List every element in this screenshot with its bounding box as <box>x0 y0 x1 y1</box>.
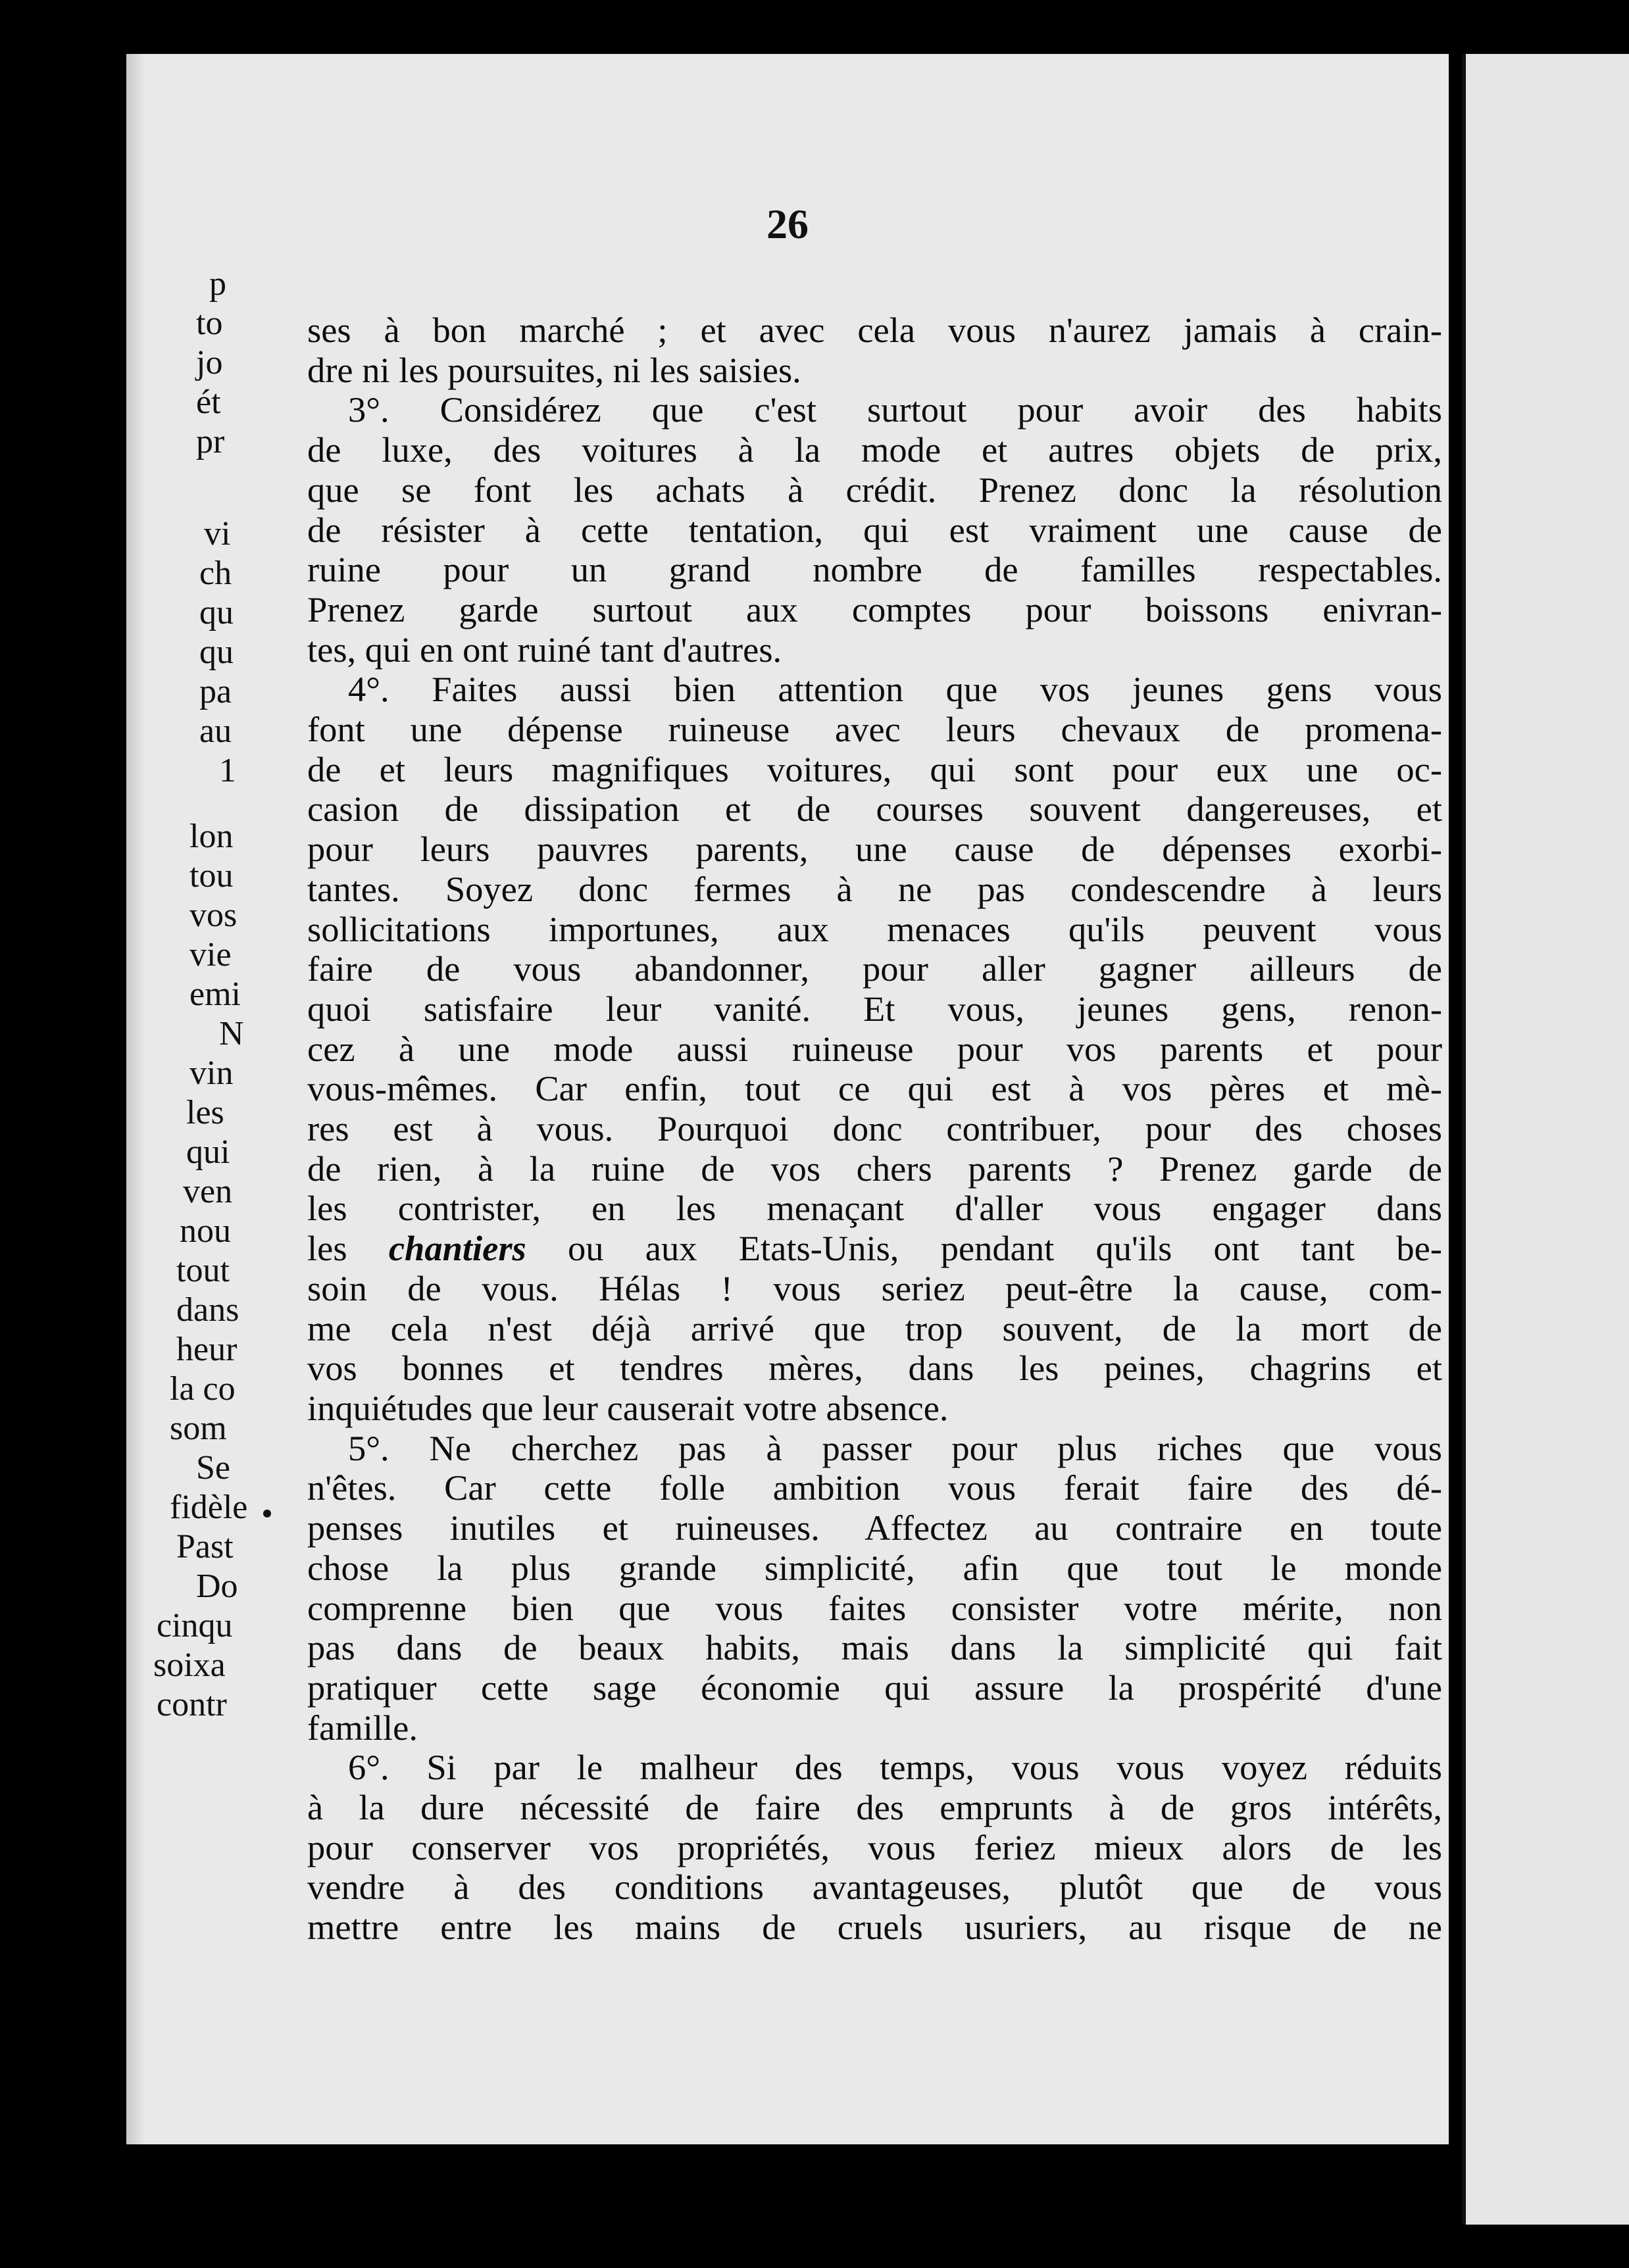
facing-page-fragment: emi <box>189 975 241 1013</box>
text-line: de luxe, des voitures à la mode et autres objets de prix, <box>307 430 1442 470</box>
text-line: tes, qui en ont ruiné tant d'autres. <box>307 629 782 670</box>
text-line: quoi satisfaire leur vanité. Et vous, jeunes gens, renon- <box>307 988 1442 1029</box>
text-line: pour leurs pauvres parents, une cause de dépenses exorbi- <box>307 829 1442 870</box>
facing-page-fragment: heur <box>176 1331 238 1368</box>
text-line: sollicitations importunes, aux menaces qu'ils peuvent vous <box>307 908 1442 949</box>
text-line: famille. <box>307 1707 418 1748</box>
text-line: vendre à des conditions avantageuses, plutôt que de vous <box>307 1867 1442 1908</box>
book-page <box>126 54 1449 2144</box>
facing-page-fragment: cinqu <box>157 1607 233 1644</box>
text-line: n'êtes. Car cette folle ambition vous ferait faire des dé- <box>307 1467 1442 1508</box>
facing-page-fragment: jo <box>196 344 223 382</box>
body-text <box>307 310 1442 1948</box>
text-line: pour conserver vos propriétés, vous feriez mieux alors de les <box>307 1827 1442 1867</box>
facing-page-fragment: Past <box>176 1528 234 1565</box>
text-line: de résister à cette tentation, qui est vraiment une cause de <box>307 509 1442 550</box>
facing-page-fragment: qu <box>199 633 234 671</box>
text-line: vos bonnes et tendres mères, dans les peines, chagrins et <box>307 1348 1442 1389</box>
facing-page-fragment: pr <box>196 423 225 460</box>
text-line: tantes. Soyez donc fermes à ne pas condescendre à leurs <box>307 868 1442 909</box>
facing-page-fragment: p <box>209 265 226 303</box>
text-line: 4°. Faites aussi bien attention que vos jeunes gens vous <box>348 669 1442 710</box>
text-line: de rien, à la ruine de vos chers parents ? Prenez garde de <box>307 1148 1442 1189</box>
facing-page-fragment: dans <box>176 1291 239 1329</box>
facing-page-fragment: au <box>199 712 232 750</box>
facing-page-fragment: pa <box>199 673 232 710</box>
page-number: 26 <box>766 201 809 247</box>
text-line: faire de vous abandonner, pour aller gagner ailleurs de <box>307 949 1442 989</box>
facing-page-fragment: to <box>196 305 223 342</box>
facing-page-fragment: fidèle <box>170 1489 248 1526</box>
text-line: Prenez garde surtout aux comptes pour boissons enivran- <box>307 589 1442 629</box>
text-line: ruine pour un grand nombre de familles respectables. <box>307 549 1442 590</box>
text-line: à la dure nécessité de faire des emprunts à de gros intérêts, <box>307 1787 1442 1828</box>
facing-page-fragment: tout <box>176 1252 230 1289</box>
facing-page-fragment: 1 <box>219 752 236 789</box>
facing-page-fragment: les <box>186 1094 224 1131</box>
facing-page-fragment: la co <box>170 1370 236 1408</box>
text-line: comprenne bien que vous faites consister votre mérite, non <box>307 1587 1442 1628</box>
facing-page-fragment: ven <box>183 1173 233 1210</box>
facing-page-fragment: ch <box>199 555 232 592</box>
text-line: pas dans de beaux habits, mais dans la simplicité qui fait <box>307 1627 1442 1668</box>
facing-page-fragment: lon <box>189 818 234 855</box>
text-line: 6°. Si par le malheur des temps, vous vous voyez réduits <box>348 1747 1442 1788</box>
facing-page-fragment: vos <box>189 897 238 934</box>
text-line: vous-mêmes. Car enfin, tout ce qui est à vos pères et mè- <box>307 1068 1442 1109</box>
text-line: que se font les achats à crédit. Prenez donc la résolution <box>307 469 1442 510</box>
facing-page-fragment: ét <box>196 383 221 421</box>
text-line: chose la plus grande simplicité, afin que tout le monde <box>307 1547 1442 1588</box>
text-line: penses inutiles et ruineuses. Affectez au contraire en toute <box>307 1508 1442 1548</box>
text-line: res est à vous. Pourquoi donc contribuer, pour des choses <box>307 1108 1442 1149</box>
text-line: mettre entre les mains de cruels usuriers, au risque de ne <box>307 1907 1442 1948</box>
facing-page-fragment: Se <box>196 1449 230 1487</box>
facing-page-fragment: soixa <box>153 1646 226 1684</box>
facing-page-fragment: vie <box>189 936 232 974</box>
text-line: ses à bon marché ; et avec cela vous n'aurez jamais à crain- <box>307 310 1442 350</box>
text-line: de et leurs magnifiques voitures, qui sont pour eux une oc- <box>307 749 1442 789</box>
facing-page-fragment: nou <box>180 1212 231 1250</box>
text-line: casion de dissipation et de courses souvent dangereuses, et <box>307 789 1442 829</box>
text-line: 5°. Ne cherchez pas à passer pour plus riches que vous <box>348 1427 1442 1468</box>
text-line: les chantiers ou aux Etats-Unis, pendant qu'ils ont tant be- <box>307 1228 1443 1269</box>
margin-dot <box>263 1510 271 1517</box>
text-line: pratiquer cette sage économie qui assure la prospérité d'une <box>307 1667 1442 1708</box>
text-line: dre ni les poursuites, ni les saisies. <box>307 349 801 390</box>
text-line: font une dépense ruineuse avec leurs chevaux de promena- <box>307 709 1442 750</box>
facing-page-fragment: qui <box>186 1133 230 1171</box>
text-line: 3°. Considérez que c'est surtout pour avoir des habits <box>348 389 1442 430</box>
facing-page-fragment: Do <box>196 1567 238 1605</box>
text-line: inquiétudes que leur causerait votre absence. <box>307 1387 949 1428</box>
facing-page-fragment: qu <box>199 594 234 631</box>
facing-page-fragment: vi <box>204 515 231 553</box>
facing-page-fragment: tou <box>189 857 234 895</box>
text-line: soin de vous. Hélas ! vous seriez peut-être la cause, com- <box>307 1268 1442 1308</box>
facing-page-fragment: som <box>170 1410 227 1447</box>
text-line: les contrister, en les menaçant d'aller vous engager dans <box>307 1188 1442 1229</box>
text-line: me cela n'est déjà arrivé que trop souvent, de la mort de <box>307 1308 1442 1348</box>
text-line: cez à une mode aussi ruineuse pour vos parents et pour <box>307 1028 1442 1069</box>
facing-page-fragment: vin <box>189 1054 234 1092</box>
facing-page-fragment: N <box>219 1015 244 1052</box>
facing-page-fragment: contr <box>157 1686 227 1723</box>
